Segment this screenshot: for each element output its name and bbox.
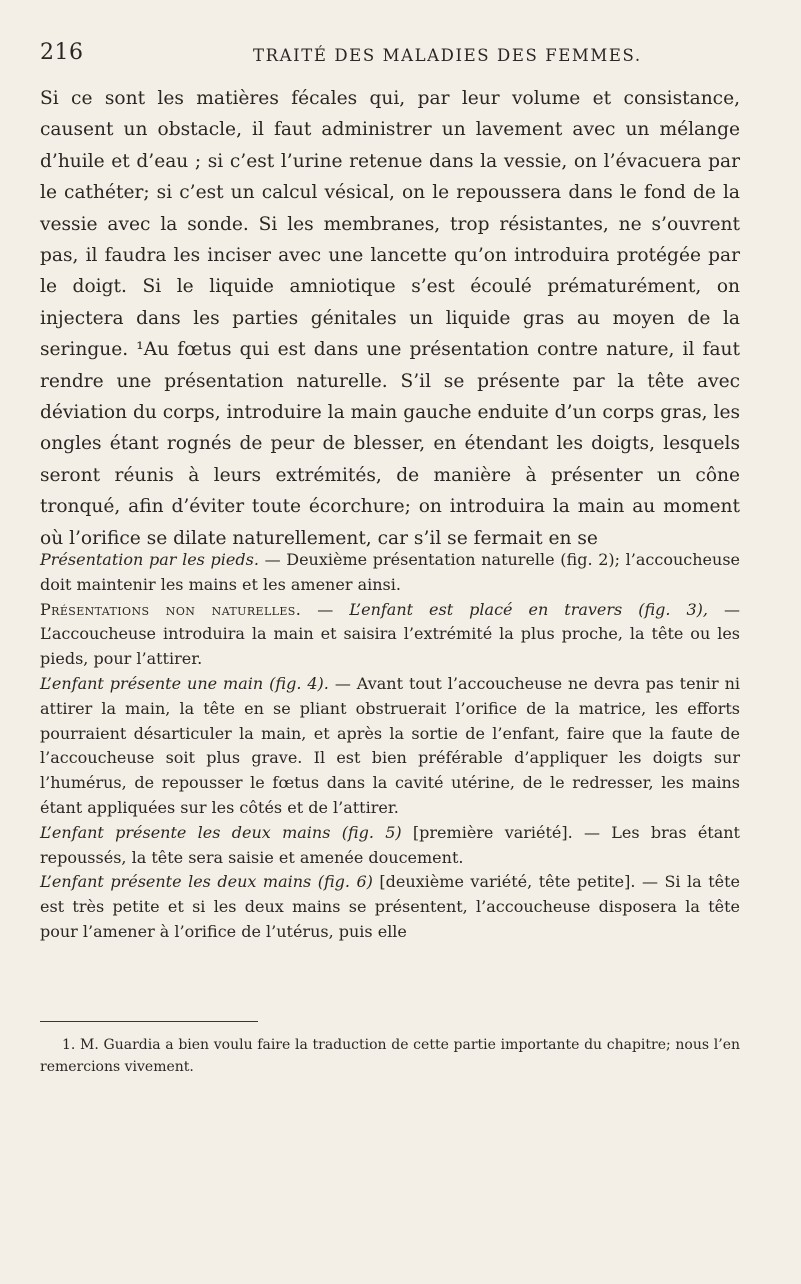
footnote [40,1034,740,1078]
section-heading: Présentation par les pieds. [40,550,259,569]
section-text: — Deuxième présentation naturelle (fig. 2); l’accoucheuse doit maintenir les mains et les amener ainsi. [40,550,741,594]
page-header [40,40,740,70]
section-text: [deuxième variété, tête petite]. — Si la tête est très petite et si les deux mains se présentent, l’accoucheuse disposera la tête pour l’amener à l’orifice de l’utérus, puis elle [40,872,740,941]
section-text: [première variété]. — Les bras étant repoussés, la tête sera saisie et amenée doucement. [40,822,740,867]
section-two-hands-1 [40,821,740,871]
section-two-hands-2 [40,870,740,944]
footnote-text: M. Guardia a bien voulu faire la traduction de cette partie importante du chapitre; nous l’en remercions vivement. [40,1037,740,1075]
section-heading-smallcaps: Présentations non naturelles. [40,599,302,619]
main-paragraph-text: Si ce sont les matières fécales qui, par leur volume et consistance, causent un obstacle, il faut administrer un lavement avec un mélange d’huile et d’eau ; si c’est l’urine retenue dans la vessie, on l’évacuera par le cathéter; si c’est un calcul vésical, on le repoussera dans le fond de la vessie avec la sonde. Si les membranes, trop résistantes, ne s’ouvrent pas, il faudra les inciser avec une lancette qu’on introduira protégée par le doigt. Si le liquide amniotique s’est écoulé prématurément, on injectera dans les parties génitales un liquide gras au moyen de la seringue. ¹Au fœtus qui est dans une présentation contre nature, il faut rendre une présentation naturelle. S’il se présente par la tête avec déviation du corps, introduire la main gauche enduite d’un corps gras, les ongles étant rognés de peur de blesser, en étendant les doigts, lesquels seront réunis à leurs extrémités, de manière à présenter un cône tronqué, afin d’éviter toute écorchure; on introduira la main au moment où l’orifice se dilate naturellement, car s’il se fermait en se [40,88,740,549]
section-feet [40,548,740,598]
section-heading: L’enfant présente les deux mains (fig. 6) [40,872,373,892]
main-paragraph [40,83,740,554]
section-dash: — [301,599,350,619]
page-number: 216 [40,40,84,65]
running-title: TRAITÉ DES MALADIES DES FEMMES. [253,46,642,65]
presentations-section [40,548,740,945]
section-heading: L’enfant présente une main (fig. 4). [40,673,329,693]
section-text: — L’accoucheuse introduira la main et saisira l’extrémité la plus proche, la tête ou les pieds, pour l’attirer. [40,599,740,669]
section-text: — Avant tout l’accoucheuse ne devra pas tenir ni attirer la main, la tête en se pliant obstruerait l’orifice de la matrice, les efforts pourraient désarticuler la main, et après la sortie de l’enfant, faire que la faute de l’accoucheuse soit plus grave. Il est bien préférable d’appliquer les doigts sur l’humérus, de repousser le fœtus dans la cavité utérine, de le redresser, les mains étant appliquées sur les côtés et de l’attirer. [40,673,740,817]
section-one-hand [40,672,740,821]
footnote-number: 1. [62,1037,76,1053]
section-heading: L’enfant est placé en travers (fig. 3), [349,599,708,619]
section-heading: L’enfant présente les deux mains (fig. 5) [40,822,402,842]
section-transverse [40,598,740,672]
footnote-divider [40,1021,258,1022]
